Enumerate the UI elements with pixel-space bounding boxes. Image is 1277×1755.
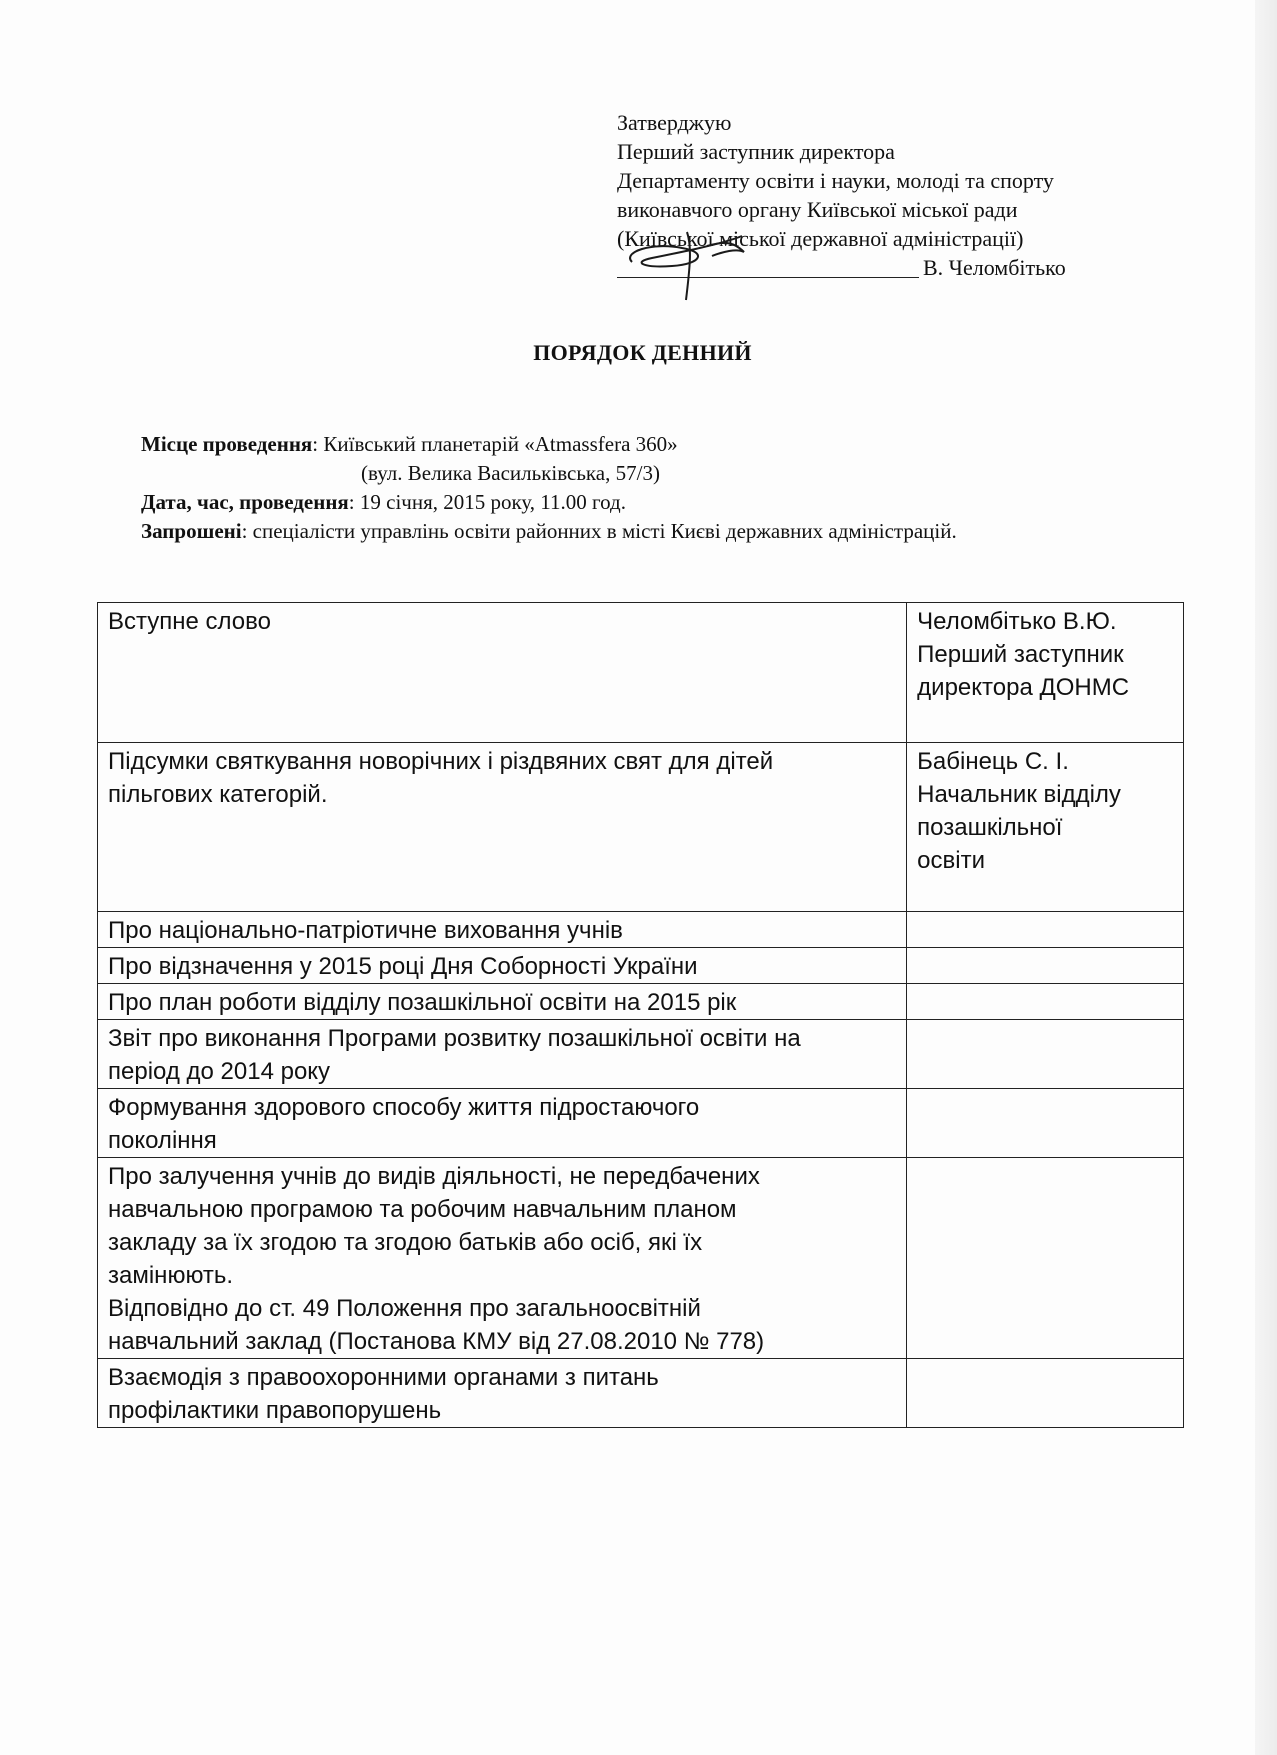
approval-line: Затверджую <box>617 110 732 135</box>
agenda-topic: Формування здорового способу життя підростаючого покоління <box>98 1089 907 1158</box>
date-label: Дата, час, проведення <box>141 490 349 514</box>
agenda-responsible: Бабінець С. І. Начальник відділу позашкільної освіти <box>907 743 1184 912</box>
agenda-row <box>98 743 1184 912</box>
agenda-topic: Про відзначення у 2015 році Дня Соборності України <box>98 948 907 984</box>
agenda-row <box>98 603 1184 743</box>
meeting-info <box>141 430 1201 546</box>
agenda-topic: Про план роботи відділу позашкільної освіти на 2015 рік <box>98 984 907 1020</box>
invited-label: Запрошені <box>141 519 242 543</box>
agenda-responsible <box>907 1158 1184 1359</box>
signer-name: В. Челомбітько <box>923 255 1066 280</box>
agenda-topic: Підсумки святкування новорічних і різдвяних свят для дітей пільгових категорій. <box>98 743 907 912</box>
agenda-row <box>98 984 1184 1020</box>
agenda-row <box>98 1089 1184 1158</box>
agenda-responsible <box>907 1359 1184 1428</box>
place-address: (вул. Велика Васильківська, 57/3) <box>361 461 660 485</box>
agenda-row <box>98 912 1184 948</box>
agenda-responsible <box>907 912 1184 948</box>
agenda-topic: Вступне слово <box>98 603 907 743</box>
approval-line: виконавчого органу Київської міської ради <box>617 197 1018 222</box>
approval-line: Перший заступник директора <box>617 139 895 164</box>
agenda-row <box>98 1359 1184 1428</box>
agenda-topic: Звіт про виконання Програми розвитку позашкільної освіти на період до 2014 року <box>98 1020 907 1089</box>
date-row <box>141 488 1201 517</box>
agenda-topic: Взаємодія з правоохоронними органами з питань профілактики правопорушень <box>98 1359 907 1428</box>
agenda-responsible: Челомбітько В.Ю. Перший заступник директора ДОНМС <box>907 603 1184 743</box>
agenda-responsible <box>907 1020 1184 1089</box>
scan-edge-shadow <box>1255 0 1277 1755</box>
invited-value: : спеціалісти управлінь освіти районних в місті Києві державних адміністрацій. <box>241 519 957 543</box>
agenda-row <box>98 1158 1184 1359</box>
agenda-topic: Про національно-патріотичне виховання учнів <box>98 912 907 948</box>
document-title: ПОРЯДОК ДЕННИЙ <box>533 340 752 365</box>
date-value: : 19 січня, 2015 року, 11.00 год. <box>348 490 626 514</box>
agenda-row <box>98 948 1184 984</box>
place-label: Місце проведення <box>141 432 313 456</box>
invited-row <box>141 517 1201 546</box>
place-row <box>141 430 1201 459</box>
handwritten-signature <box>612 222 822 302</box>
approval-line: (Київської міської державної адміністрації) <box>617 226 1024 251</box>
agenda-table <box>97 602 1184 1428</box>
agenda-responsible <box>907 948 1184 984</box>
agenda-topic: Про залучення учнів до видів діяльності, не передбачених навчальною програмою та робочим навчальним планом закладу за їх згодою та згодою батьків або осіб, які їх замінюють. Відповідно до ст. 49 Положення про загальноосвітній навчальний заклад (Постанова КМУ від 27.08.2010 № 778) <box>98 1158 907 1359</box>
agenda-row <box>98 1020 1184 1089</box>
place-value: : Київський планетарій «Atmassfera 360» <box>312 432 678 456</box>
agenda-responsible <box>907 1089 1184 1158</box>
agenda-responsible <box>907 984 1184 1020</box>
approval-line: Департаменту освіти і науки, молоді та спорту <box>617 168 1054 193</box>
